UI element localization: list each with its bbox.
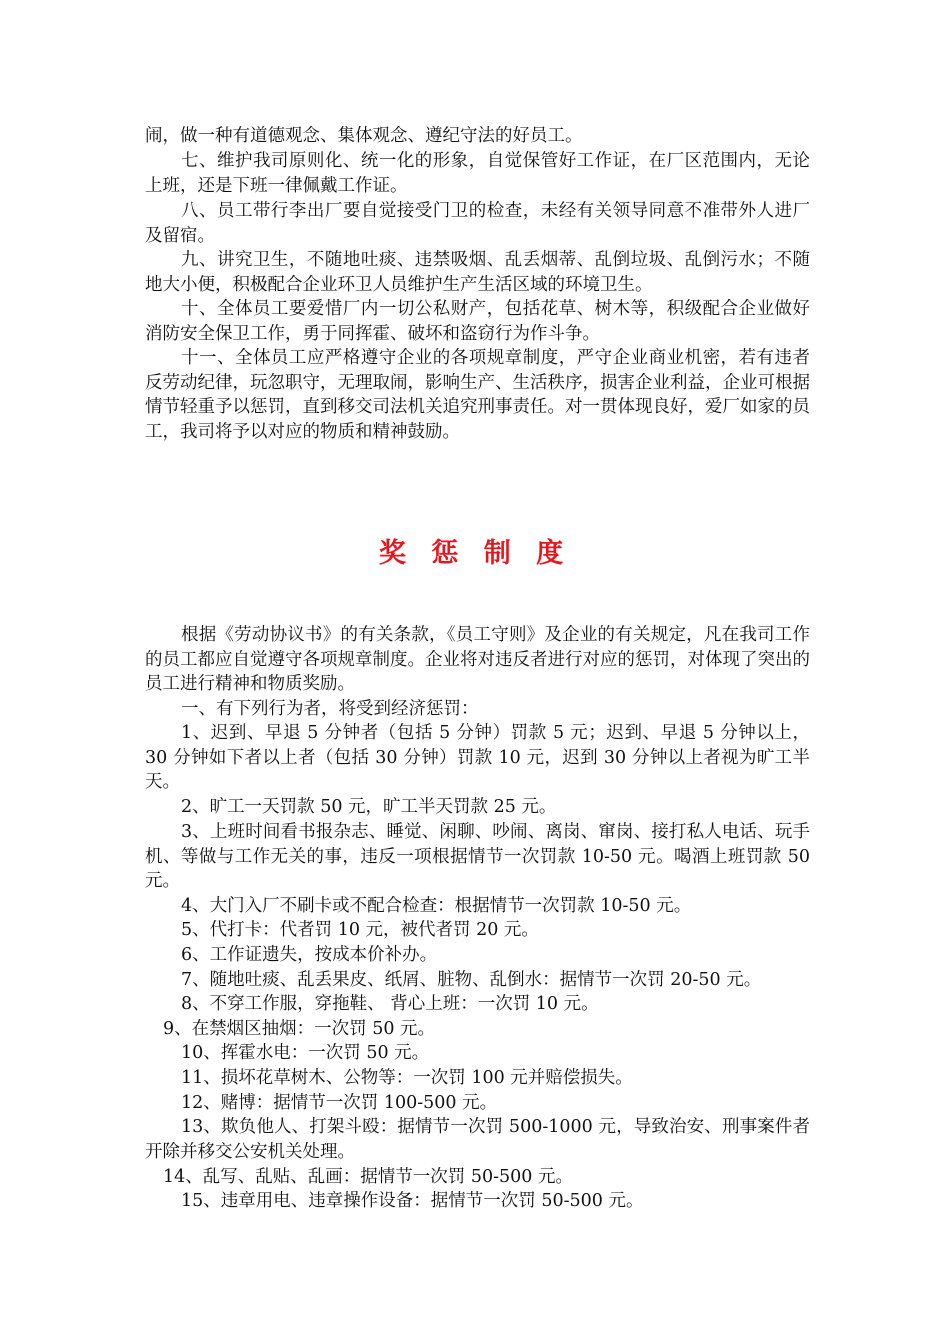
rewards-heading-1: 一、有下列行为者，将受到经济惩罚：	[181, 699, 479, 719]
rule-item-4: 4、大门入厂不刷卡或不配合检查：根据情节一次罚款 10-50 元。	[181, 896, 692, 916]
rule-item-12: 12、赌博：据情节一次罚 100-500 元。	[181, 1093, 498, 1113]
rule-item-3: 3、上班时间看书报杂志、睡觉、闲聊、吵闹、离岗、窜岗、接打私人电话、玩手机、等做与工作无关的事，违反一项根据情节一次罚款 10-50 元。喝酒上班罚款 50 元。	[145, 822, 810, 891]
rule-item-7: 7、随地吐痰、乱丢果皮、纸屑、脏物、乱倒水：据情节一次罚 20-50 元。	[181, 970, 762, 990]
rule-item-11: 11、损坏花草树木、公物等：一次罚 100 元并赔偿损失。	[181, 1068, 633, 1088]
rule-item-9: 9、在禁烟区抽烟：一次罚 50 元。	[163, 1019, 436, 1039]
rule-item-5: 5、代打卡：代者罚 10 元，被代者罚 20 元。	[181, 920, 539, 940]
paragraph-item-8: 八、员工带行李出厂要自觉接受门卫的检查，未经有关领导同意不准带外人进厂及留宿。	[145, 201, 810, 246]
rule-item-1: 1、迟到、早退 5 分钟者（包括 5 分钟）罚款 5 元；迟到、早退 5 分钟以上，30 分钟如下者以上者（包括 30 分钟）罚款 10 元，迟到 30 分钟以上者视为旷工半天。	[145, 723, 810, 792]
paragraph-continuation: 闹，做一种有道德观念、集体观念、遵纪守法的好员工。	[145, 126, 583, 146]
rule-item-2: 2、旷工一天罚款 50 元，旷工半天罚款 25 元。	[181, 797, 557, 817]
paragraph-item-9: 九、讲究卫生，不随地吐痰、违禁吸烟、乱丢烟蒂、乱倒垃圾、乱倒污水；不随地大小便，积极配合企业环卫人员维护生产生活区域的环境卫生。	[145, 250, 810, 295]
rule-item-14: 14、乱写、乱贴、乱画：据情节一次罚 50-500 元。	[163, 1167, 573, 1187]
rule-item-8: 8、不穿工作服，穿拖鞋、 背心上班：一次罚 10 元。	[181, 994, 599, 1014]
paragraph-item-7: 七、维护我司原则化、统一化的形象，自觉保管好工作证，在厂区范围内，无论上班，还是下班一律佩戴工作证。	[145, 151, 810, 196]
paragraph-item-10: 十、全体员工要爱惜厂内一切公私财产，包括花草、树木等，积级配合企业做好消防安全保卫工作，勇于同挥霍、破坏和盗窃行为作斗争。	[145, 299, 810, 344]
rewards-intro: 根据《劳动协议书》的有关条款，《员工守则》及企业的有关规定，凡在我司工作的员工都应自觉遵守各项规章制度。企业将对违反者进行对应的惩罚，对体现了突出的员工进行精神和物质奖励。	[145, 625, 810, 694]
section-title: 奖 惩 制 度	[378, 538, 572, 569]
rule-item-13: 13、欺负他人、打架斗殴：据情节一次罚 500-1000 元，导致治安、刑事案件者开除并移交公安机关处理。	[145, 1117, 810, 1162]
paragraph-item-11: 十一、全体员工应严格遵守企业的各项规章制度，严守企业商业机密，若有违者反劳动纪律，玩忽职守，无理取闹，影响生产、生活秩序，损害企业利益，企业可根据情节轻重予以惩罚，直到移交司法机关追究刑事责任。对一贯体现良好，爱厂如家的员工，我司将予以对应的物质和精神鼓励。	[145, 348, 810, 442]
rule-item-10: 10、挥霍水电：一次罚 50 元。	[181, 1043, 430, 1063]
rule-item-15: 15、违章用电、违章操作设备：据情节一次罚 50-500 元。	[181, 1191, 644, 1211]
rule-item-6: 6、工作证遗失，按成本价补办。	[181, 945, 438, 965]
